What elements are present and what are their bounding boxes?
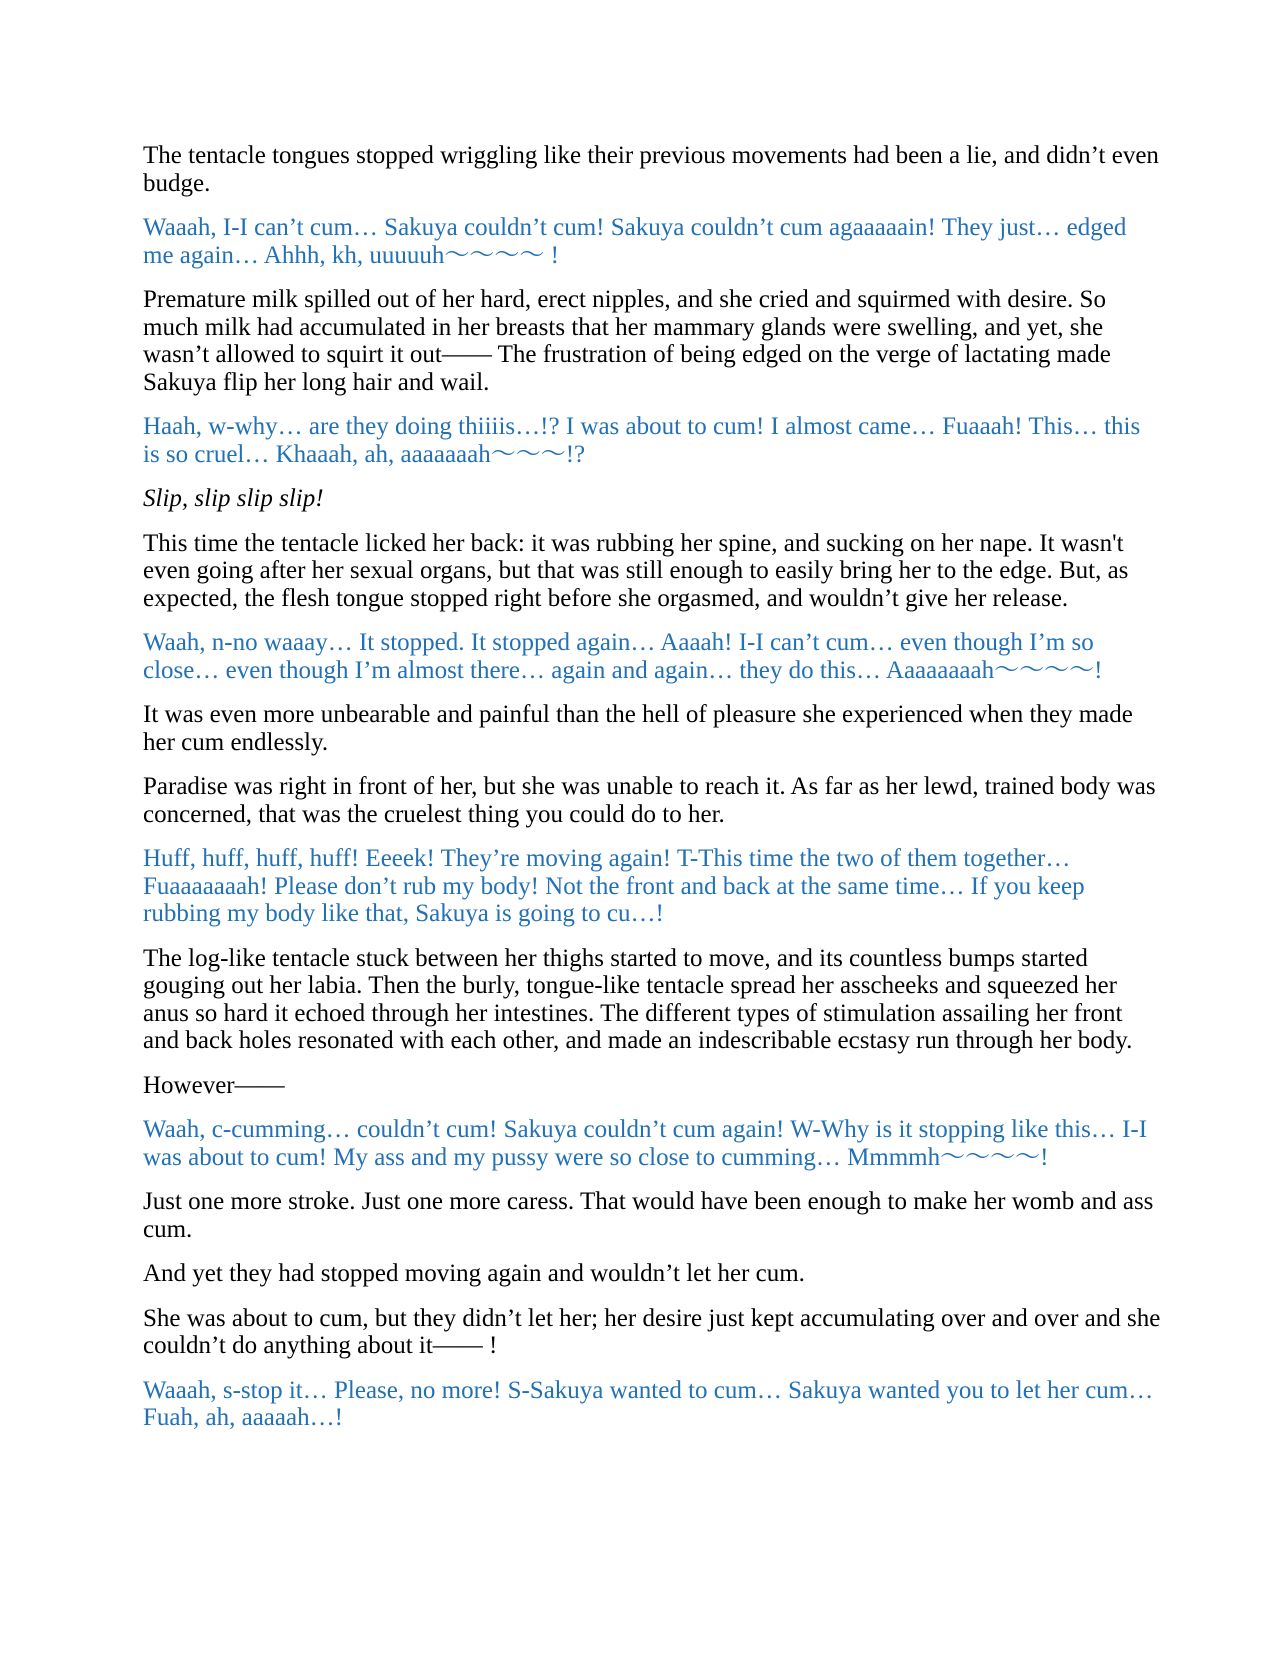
dialogue-paragraph-7: Waah, n-no waaay… It stopped. It stopped again… Aaaah! I-I can’t cum… even though I’m so close… even though I’m almost there… again and again… they do this… Aaaaaaaah～～～～! — [143, 629, 1103, 684]
narration-paragraph-16: She was about to cum, but they didn’t let her; her desire just kept accumulating over and over and she couldn’t do anything about it—— ! — [143, 1304, 1161, 1359]
narration-paragraph-11: The log-like tentacle stuck between her thighs started to move, and its countless bumps started gouging out her labia. Then the burly, tongue-like tentacle spread her asscheeks and squeezed her anus so hard it echoed through her intestines. The different types of stimulation assailing her front and back holes resonated with each other, and made an indescribable ecstasy run through her body. — [143, 944, 1133, 1054]
narration-paragraph-3: Premature milk spilled out of her hard, erect nipples, and she cried and squirmed with desire. So much milk had accumulated in her breasts that her mammary glands were swelling, and yet, she wasn’t allowed to squirt it out—— The frustration of being edged on the verge of lactating made Sakuya flip her long hair and wail. — [143, 286, 1111, 396]
dialogue-paragraph-13: Waah, c-cumming… couldn’t cum! Sakuya couldn’t cum again! W-Why is it stopping like this… I-I was about to cum! My ass and my pussy were so close to cumming… Mmmmh～～～～! — [143, 1116, 1148, 1171]
narration-paragraph-6: This time the tentacle licked her back: it was rubbing her spine, and sucking on her nape. It wasn't even going after her sexual organs, but that was still enough to easily bring her to the edge. But, as expected, the flesh tongue stopped right before she orgasmed, and wouldn’t give her release. — [143, 529, 1129, 612]
sfx-paragraph-5: Slip, slip slip slip! — [143, 485, 324, 512]
narration-paragraph-9: Paradise was right in front of her, but she was unable to reach it. As far as her lewd, trained body was concerned, that was the cruelest thing you could do to her. — [143, 773, 1156, 828]
narration-paragraph-15: And yet they had stopped moving again and wouldn’t let her cum. — [143, 1260, 805, 1287]
document-body — [143, 142, 1162, 1432]
narration-paragraph-8: It was even more unbearable and painful than the hell of pleasure she experienced when they made her cum endlessly. — [143, 701, 1133, 756]
dialogue-paragraph-4: Haah, w-why… are they doing thiiiis…!? I was about to cum! I almost came… Fuaaah! This… this is so cruel… Khaaah, ah, aaaaaaah～～～!? — [143, 413, 1141, 468]
narration-paragraph-12: However—— — [143, 1071, 285, 1099]
narration-paragraph-1: The tentacle tongues stopped wriggling like their previous movements had been a lie, and didn’t even budge. — [143, 142, 1159, 197]
dialogue-paragraph-17: Waaah, s-stop it… Please, no more! S-Sakuya wanted to cum… Sakuya wanted you to let her cum… Fuah, ah, aaaaah…! — [143, 1376, 1154, 1431]
dialogue-paragraph-2: Waaah, I-I can’t cum… Sakuya couldn’t cum! Sakuya couldn’t cum agaaaaain! They just… edged me again… Ahhh, kh, uuuuuh～～～～ ! — [143, 214, 1127, 269]
narration-paragraph-14: Just one more stroke. Just one more caress. That would have been enough to make her womb and ass cum. — [143, 1188, 1154, 1243]
dialogue-paragraph-10: Huff, huff, huff, huff! Eeeek! They’re moving again! T-This time the two of them together… Fuaaaaaaah! Please don’t rub my body! Not the front and back at the same time… If you keep rubbing my body like that, Sakuya is going to cu…! — [143, 845, 1085, 927]
